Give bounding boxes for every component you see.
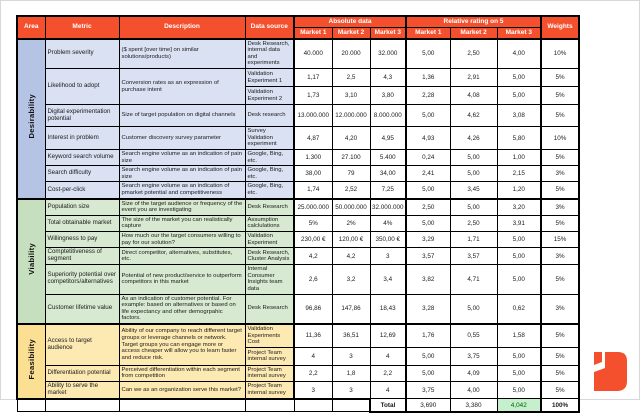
cell-weight: 10%: [541, 39, 579, 69]
cell-metric: Willingness to pay: [45, 232, 119, 248]
table-row: [17, 382, 579, 399]
header-absolute-market-2: Market 2: [332, 27, 370, 38]
cell-relative-market-1: 5,00: [406, 39, 450, 69]
cell-weight: 3%: [541, 199, 579, 216]
cell-metric: Ability to serve the market: [45, 382, 119, 399]
cell-absolute-market-3: 5.400: [370, 149, 406, 165]
cell-relative-market-2: 5,00: [450, 166, 497, 182]
cell-relative-market-1: 2,50: [406, 199, 450, 216]
cell-relative-market-3: 3,91: [497, 215, 541, 231]
cell-relative-market-3: 5,00: [497, 365, 541, 381]
total-ghost-data-source: [245, 399, 294, 412]
cell-relative-market-2: 2,91: [450, 69, 497, 87]
cell-metric: Comptetitiveness of segment: [45, 248, 119, 265]
cell-relative-market-3: 1,00: [497, 149, 541, 165]
cell-relative-market-3: 2,15: [497, 166, 541, 182]
cell-relative-market-2: 4,08: [450, 87, 497, 105]
cell-absolute-market-1: 2,6: [294, 265, 332, 294]
total-ghost-abs-1: [294, 399, 332, 412]
cell-metric: Population size: [45, 199, 119, 216]
market-evaluation-table: [16, 15, 580, 413]
header-absolute-market-1: Market 1: [294, 27, 332, 38]
cell-relative-market-3: 3,08: [497, 105, 541, 127]
cell-data-source: Validation Experiment 1: [245, 69, 294, 87]
table-row: [17, 215, 579, 231]
cell-absolute-market-2: 147,86: [332, 294, 370, 324]
cell-weight: 3%: [541, 248, 579, 265]
cell-absolute-market-2: 3: [332, 382, 370, 399]
total-value-highlighted: 4,042: [497, 399, 541, 412]
cell-metric: Digital experimentation potential: [45, 105, 119, 127]
cell-description: ($ spent [over time] on similar solutions/products): [119, 39, 245, 69]
table-body: [17, 39, 579, 412]
cell-relative-market-3: 5,00: [497, 248, 541, 265]
cell-data-source: Survey Validation experiment: [245, 127, 294, 150]
cell-description: Search engine volume as an indication of pain size: [119, 149, 245, 165]
cell-data-source: Project Team internal survey: [245, 365, 294, 381]
cell-weight: 5%: [541, 265, 579, 294]
cell-metric: Differentiation potential: [45, 365, 119, 381]
cell-relative-market-3: 3,20: [497, 199, 541, 216]
cell-relative-market-1: 2,41: [406, 166, 450, 182]
cell-absolute-market-3: 350,00 €: [370, 232, 406, 248]
table-row: [17, 182, 579, 199]
cell-data-source: Validation Experiment: [245, 232, 294, 248]
table-row: [17, 248, 579, 265]
cell-absolute-market-3: 7,25: [370, 182, 406, 199]
cell-metric: Access to target audience: [45, 324, 119, 365]
cell-absolute-market-3: 4,3: [370, 69, 406, 87]
cell-description: Size of the target audience or frequency of the event you are investigating: [119, 199, 245, 216]
header-description: Description: [119, 16, 245, 39]
total-row: [17, 399, 579, 412]
cell-description: Perceived differentiation within each segment from competition: [119, 365, 245, 381]
cell-absolute-market-2: 4,2: [332, 248, 370, 265]
area-cell: [17, 324, 45, 399]
cell-absolute-market-2: 20.000: [332, 39, 370, 69]
cell-absolute-market-1: 25.000.000: [294, 199, 332, 216]
cell-absolute-market-1: 1,73: [294, 87, 332, 105]
table-row: [17, 127, 579, 150]
area-label: Viability: [26, 242, 36, 275]
cell-relative-market-2: 5,00: [450, 294, 497, 324]
cell-absolute-market-2: 2,5: [332, 69, 370, 87]
header-relative-market-1: Market 1: [406, 27, 450, 38]
total-ghost-description: [119, 399, 245, 412]
table-header: [17, 16, 579, 39]
cell-absolute-market-3: 4,95: [370, 127, 406, 150]
cell-absolute-market-2: 2%: [332, 215, 370, 231]
cell-absolute-market-3: 3,4: [370, 265, 406, 294]
cell-relative-market-3: 0,62: [497, 294, 541, 324]
cell-relative-market-3: 4,00: [497, 39, 541, 69]
cell-metric: Search difficulty: [45, 166, 119, 182]
cell-relative-market-1: 5,00: [406, 215, 450, 231]
cell-absolute-market-1: 13.000.000: [294, 105, 332, 127]
cell-absolute-market-1: 40.000: [294, 39, 332, 69]
cell-absolute-market-2: 1,8: [332, 365, 370, 381]
total-ghost-abs-2: [332, 399, 370, 412]
cell-relative-market-2: 2,50: [450, 215, 497, 231]
cell-absolute-market-2: 3,10: [332, 87, 370, 105]
cell-weight: 15%: [541, 232, 579, 248]
cell-data-source: Google, Bing, etc.: [245, 182, 294, 199]
header-weights: Weights: [541, 16, 579, 39]
cell-relative-market-3: 5,00: [497, 69, 541, 87]
cell-relative-market-2: 4,00: [450, 382, 497, 399]
cell-relative-market-1: 3,29: [406, 232, 450, 248]
cell-data-source: Assumption calclulations: [245, 215, 294, 231]
cell-relative-market-2: 4,09: [450, 365, 497, 381]
cell-relative-market-2: 3,57: [450, 248, 497, 265]
cell-relative-market-3: 5,80: [497, 127, 541, 150]
cell-data-source: Desk Research, Cluster Analysis: [245, 248, 294, 265]
cell-relative-market-2: 3,45: [450, 182, 497, 199]
cell-relative-market-1: 5,00: [406, 347, 450, 365]
header-relative-market-2: Market 2: [450, 27, 497, 38]
cell-data-source: Desk Research: [245, 294, 294, 324]
cell-absolute-market-2: 2,52: [332, 182, 370, 199]
cell-absolute-market-1: 4,2: [294, 248, 332, 265]
cell-weight: 5%: [541, 149, 579, 165]
cell-absolute-market-2: 4,20: [332, 127, 370, 150]
cell-relative-market-1: 2,28: [406, 87, 450, 105]
table-row: [17, 166, 579, 182]
cell-relative-market-1: 5,00: [406, 182, 450, 199]
total-label-cell: Total: [370, 399, 406, 412]
cell-relative-market-3: 1,58: [497, 324, 541, 347]
cell-data-source: Google, Bing, etc.: [245, 166, 294, 182]
cell-metric: Interest in problem: [45, 127, 119, 150]
area-label: Desirability: [26, 93, 36, 139]
table-row: [17, 294, 579, 324]
cell-absolute-market-3: 4: [370, 382, 406, 399]
area-label: Feasibility: [26, 338, 36, 380]
cell-relative-market-3: 5,00: [497, 347, 541, 365]
cell-absolute-market-3: 32.000.000: [370, 199, 406, 216]
cell-weight: 5%: [541, 69, 579, 87]
cell-relative-market-1: 3,75: [406, 382, 450, 399]
area-cell: [17, 199, 45, 324]
header-relative-rating-group: Relative rating on 5: [406, 16, 541, 27]
cell-absolute-market-1: 11,36: [294, 324, 332, 347]
cell-description: Ability of our company to reach different target groups or leverage channels or network. Target groups you can engage more or access cheaper will allow you to learn faster and reduce risk.: [119, 324, 245, 365]
cell-absolute-market-1: 1,74: [294, 182, 332, 199]
cell-relative-market-2: 2,50: [450, 39, 497, 69]
cell-relative-market-3: 5,00: [497, 382, 541, 399]
cell-metric: Superiority potential over competitors/alternatives: [45, 265, 119, 294]
area-cell: [17, 39, 45, 199]
cell-absolute-market-1: 4,87: [294, 127, 332, 150]
cell-data-source: Validation Experiment 2: [245, 87, 294, 105]
cell-relative-market-3: 1,20: [497, 182, 541, 199]
cell-absolute-market-1: 96,86: [294, 294, 332, 324]
header-relative-market-3: Market 3: [497, 27, 541, 38]
cell-weight: 5%: [541, 324, 579, 347]
cell-relative-market-1: 0,24: [406, 149, 450, 165]
cell-description: As an indication of customer potential. For example: based on alternatives or based on life expectancy and other demogrpahic factors.: [119, 294, 245, 324]
cell-relative-market-2: 0,55: [450, 324, 497, 347]
cell-absolute-market-1: 38,00: [294, 166, 332, 182]
cell-absolute-market-1: 5%: [294, 215, 332, 231]
total-ghost-metric: [45, 399, 119, 412]
header-absolute-market-3: Market 3: [370, 27, 406, 38]
cell-description: The size of the market you can realistically capture: [119, 215, 245, 231]
cell-metric: Customer lifetime value: [45, 294, 119, 324]
cell-relative-market-2: 4,62: [450, 105, 497, 127]
total-value-market-2: 3,380: [450, 399, 497, 412]
total-value-market-1: 3,690: [406, 399, 450, 412]
cell-metric: Total obtainable market: [45, 215, 119, 231]
cell-weight: 5%: [541, 87, 579, 105]
cell-data-source: Project Team internal survey: [245, 347, 294, 365]
cell-absolute-market-3: 34,00: [370, 166, 406, 182]
cell-relative-market-2: 5,00: [450, 199, 497, 216]
cell-description: Customer discovery survey parameter: [119, 127, 245, 150]
cell-relative-market-2: 4,71: [450, 265, 497, 294]
cell-description: Search engine volume as an indication of pmarket potential and competitiveness: [119, 182, 245, 199]
cell-metric: Cost-per-click: [45, 182, 119, 199]
cell-absolute-market-2: 3: [332, 347, 370, 365]
cell-absolute-market-1: 1,17: [294, 69, 332, 87]
cell-absolute-market-3: 3,80: [370, 87, 406, 105]
cell-weight: 3%: [541, 294, 579, 324]
header-area: Area: [17, 16, 45, 39]
table-row: [17, 199, 579, 216]
cell-absolute-market-3: 32.000: [370, 39, 406, 69]
total-ghost-area: [17, 399, 45, 412]
header-metric: Metric: [45, 16, 119, 39]
cell-description: How much our the target consumers willing to pay for our solution?: [119, 232, 245, 248]
cell-absolute-market-2: 50.000.000: [332, 199, 370, 216]
logo-stem-top: [594, 352, 602, 365]
header-data-source: Data source: [245, 16, 294, 39]
total-weight-cell: 100%: [541, 399, 579, 412]
cell-weight: 10%: [541, 127, 579, 150]
cell-relative-market-1: 3,57: [406, 248, 450, 265]
cell-data-source: Desk research: [245, 105, 294, 127]
cell-description: Size of target population on digital channels: [119, 105, 245, 127]
table-row: [17, 149, 579, 165]
cell-relative-market-1: 3,28: [406, 294, 450, 324]
table-row: [17, 69, 579, 87]
cell-weight: 5%: [541, 365, 579, 381]
cell-metric: Keyword search volume: [45, 149, 119, 165]
cell-data-source: Internal Consumer Insights team data: [245, 265, 294, 294]
cell-relative-market-2: 1,71: [450, 232, 497, 248]
cell-relative-market-2: 3,75: [450, 347, 497, 365]
cell-absolute-market-2: 36,51: [332, 324, 370, 347]
cell-weight: 5%: [541, 215, 579, 231]
cell-data-source: Desk Research: [245, 199, 294, 216]
cell-description: Direct competitor, alternatives, substitutes, etc.: [119, 248, 245, 265]
cell-absolute-market-3: 3: [370, 248, 406, 265]
cell-data-source: Validation Experiments Cost: [245, 324, 294, 347]
cell-relative-market-2: 4,26: [450, 127, 497, 150]
cell-absolute-market-1: 3: [294, 382, 332, 399]
cell-relative-market-1: 1,36: [406, 69, 450, 87]
cell-absolute-market-1: 2,2: [294, 365, 332, 381]
cell-metric: Problem severity: [45, 39, 119, 69]
cell-weight: 3%: [541, 166, 579, 182]
cell-absolute-market-3: 12,69: [370, 324, 406, 347]
table-row: [17, 232, 579, 248]
cell-relative-market-1: 3,82: [406, 265, 450, 294]
table-row: [17, 324, 579, 347]
cell-relative-market-1: 5,00: [406, 365, 450, 381]
cell-weight: 5%: [541, 347, 579, 365]
cell-absolute-market-3: 4: [370, 347, 406, 365]
cell-relative-market-3: 5,00: [497, 87, 541, 105]
cell-absolute-market-1: 4: [294, 347, 332, 365]
cell-weight: 5%: [541, 105, 579, 127]
cell-data-source: Google, Bing, etc.: [245, 149, 294, 165]
cell-relative-market-1: 4,93: [406, 127, 450, 150]
cell-absolute-market-3: 8.000.000: [370, 105, 406, 127]
table-row: [17, 39, 579, 69]
cell-absolute-market-2: 3,2: [332, 265, 370, 294]
cell-absolute-market-1: 1.300: [294, 149, 332, 165]
header-absolute-data-group: Absolute data: [294, 16, 406, 27]
cell-description: Can we as an organization serve this market?: [119, 382, 245, 399]
cell-weight: 5%: [541, 382, 579, 399]
cell-absolute-market-2: 120,00 €: [332, 232, 370, 248]
cell-relative-market-2: 5,00: [450, 149, 497, 165]
cell-data-source: Project Team internal survey: [245, 382, 294, 399]
board-of-innovation-logo: [592, 348, 630, 391]
cell-relative-market-1: 5,00: [406, 105, 450, 127]
cell-relative-market-3: 5,00: [497, 265, 541, 294]
table-row: [17, 265, 579, 294]
cell-absolute-market-1: 230,00 €: [294, 232, 332, 248]
cell-description: Potential of new product/service to outperform competitors in this market: [119, 265, 245, 294]
cell-relative-market-1: 1,76: [406, 324, 450, 347]
cell-absolute-market-3: 2,2: [370, 365, 406, 381]
cell-absolute-market-3: 18,43: [370, 294, 406, 324]
cell-absolute-market-2: 79: [332, 166, 370, 182]
cell-weight: 5%: [541, 182, 579, 199]
cell-absolute-market-3: 4%: [370, 215, 406, 231]
cell-metric: Likelihood to adopt: [45, 69, 119, 105]
cell-relative-market-3: 5,00: [497, 232, 541, 248]
cell-absolute-market-2: 12.000.000: [332, 105, 370, 127]
cell-absolute-market-2: 27.100: [332, 149, 370, 165]
table-row: [17, 365, 579, 381]
cell-description: Search engine volume as an indication of pain size: [119, 166, 245, 182]
cell-description: Conversion rates as an expression of purchase intent: [119, 69, 245, 105]
table-row: [17, 105, 579, 127]
cell-data-source: Desk Research, internal data and experiments: [245, 39, 294, 69]
